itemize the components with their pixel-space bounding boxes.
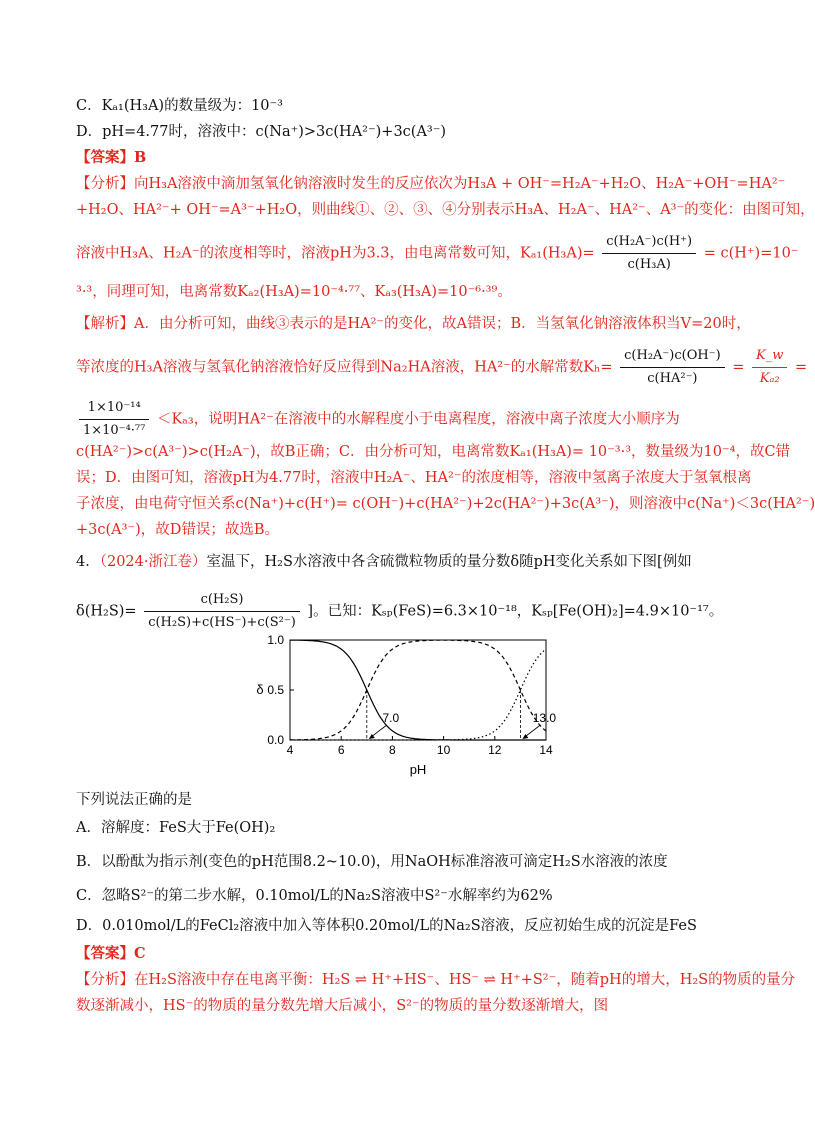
q3-explain-text: ＜Kₐ₃，说明HA²⁻在溶液中的水解程度小于电离程度，溶液中离子浓度大小顺序为: [156, 411, 680, 428]
y-tick-label: 0.0: [267, 733, 284, 747]
q3-explain-line1: 【解析】A．由分析可知，曲线③表示的是HA²⁻的变化，故A错误；B．当氢氧化钠溶液体积当V=20时，: [76, 316, 751, 332]
q4-stem: 室温下，H₂S水溶液中各含硫微粒物质的量分数δ随pH变化关系如下图[例如: [206, 554, 692, 570]
x-tick-label: 8: [389, 743, 396, 757]
q4-delta-denominator: c(H₂S)+c(HS⁻)+c(S²⁻): [148, 615, 296, 630]
q4-option-d: D．0.010mol/L的FeCl₂溶液中加入等体积0.20mol/L的Na₂S溶液，反应初始生成的沉淀是FeS: [76, 918, 697, 934]
speciation-chart: [246, 630, 566, 780]
series-2-line: [290, 640, 546, 740]
x-axis-label: pH: [409, 762, 427, 777]
q4-option-c: C．忽略S²⁻的第二步水解，0.10mol/L的Na₂S溶液中S²⁻水解率约为62%: [76, 888, 553, 904]
q3-kh-numerator: c(H₂A⁻)c(OH⁻): [620, 346, 725, 368]
x-tick-label: 14: [539, 743, 553, 757]
y-tick-label: 0.5: [267, 683, 284, 697]
q4-number: 4．: [76, 554, 100, 570]
q3-kh-fraction: [620, 346, 725, 389]
q3-kw: K_w: [752, 346, 787, 368]
q4-option-a: A．溶解度：FeS大于Fe(OH)₂: [76, 820, 276, 836]
annotation-label: 7.0: [382, 711, 400, 725]
q3-kh-equals: =: [732, 359, 745, 376]
q3-kh-denominator: c(HA²⁻): [647, 371, 698, 386]
q3-kw-fraction: [752, 346, 787, 389]
q3-explain-line7: +3c(A³⁻)，故D错误；故选B。: [76, 522, 280, 538]
q4-source: （2024·浙江卷）: [99, 554, 207, 570]
q3-ka1-fraction: [602, 232, 696, 275]
plot-frame: [290, 640, 546, 740]
x-tick-label: 4: [286, 743, 294, 757]
q3-kh-text: 等浓度的H₃A溶液与氢氧化钠溶液恰好反应得到Na₂HA溶液，HA²⁻的水解常数Kₕ=: [76, 359, 613, 376]
q3-option-d: D．pH=4.77时，溶液中：c(Na⁺)>3c(HA²⁻)+3c(A³⁻): [76, 124, 447, 140]
q3-explain-line2: [76, 346, 807, 389]
q3-analysis-line3: [76, 232, 798, 275]
y-axis-label: δ: [256, 682, 264, 697]
annotation-label: 13.0: [532, 711, 557, 725]
q3-explain-line5: 误；D．由图可知，溶液pH为4.77时，溶液中H₂A⁻、HA²⁻的浓度相等，溶液中氢离子浓度大于氢氧根离: [76, 470, 752, 486]
q4-analysis-line2: 数逐渐减小，HS⁻的物质的量分数先增大后减小，S²⁻的物质的量分数逐渐增大，图: [76, 998, 609, 1014]
q4-stem-line2: [76, 590, 723, 633]
q4-answer: 【答案】C: [76, 945, 146, 962]
q4-delta-fraction: [144, 590, 300, 633]
x-tick-label: 12: [488, 743, 502, 757]
q4-ksp-info: ]。已知：Kₛₚ(FeS)=6.3×10⁻¹⁸，Kₛₚ[Fe(OH)₂]=4.9×10⁻¹⁷。: [307, 603, 724, 620]
q4-delta-numerator: c(H₂S): [144, 590, 300, 612]
q4-delta-lhs: δ(H₂S)=: [76, 603, 137, 620]
q3-analysis-line2: +H₂O、HA²⁻+ OH⁻=A³⁻+H₂O，则曲线①、②、③、④分别表示H₃A、H₂A⁻、HA²⁻、A³⁻的变化：由图可知，: [76, 202, 815, 218]
q3-value-numerator: 1×10⁻¹⁴: [79, 398, 149, 420]
q3-ka1-numerator: c(H₂A⁻)c(H⁺): [602, 232, 696, 254]
q3-value-fraction: [79, 398, 149, 441]
y-tick-label: 1.0: [267, 633, 284, 647]
chart-svg: [246, 630, 566, 780]
q3-ka2: Kₐ₂: [759, 371, 780, 386]
x-tick-label: 10: [436, 743, 451, 757]
q4-stem-line1: [76, 552, 692, 572]
q4-analysis-line1: 【分析】在H₂S溶液中存在电离平衡：H₂S ⇌ H⁺+HS⁻、HS⁻ ⇌ H⁺+S²⁻，随着pH的增大，H₂S的物质的量分: [76, 972, 796, 988]
q3-ka1-denominator: c(H₃A): [627, 257, 671, 272]
q3-explain-line4: c(HA²⁻)>c(A³⁻)>c(H₂A⁻)，故B正确；C．由分析可知，电离常数Kₐ₁(H₃A)= 10⁻³·³，数量级为10⁻⁴，故C错: [76, 444, 791, 460]
q4-prompt: 下列说法正确的是: [76, 792, 192, 808]
q3-analysis-line1: 【分析】向H₃A溶液中滴加氢氧化钠溶液时发生的反应依次为H₃A + OH⁻=H₂A⁻+H₂O、H₂A⁻+OH⁻=HA²⁻: [76, 176, 786, 192]
q3-analysis-text: 溶液中H₃A、H₂A⁻的浓度相等时，溶液pH为3.3，由电离常数可知，Kₐ₁(H₃A)=: [76, 245, 595, 262]
x-tick-label: 6: [337, 743, 345, 757]
series-3-line: [290, 649, 546, 740]
q3-explain-line3: [76, 398, 680, 441]
q3-kh-equals-end: =: [794, 359, 808, 376]
q4-option-b: B．以酚酞为指示剂(变色的pH范围8.2~10.0)，用NaOH标准溶液可滴定H₂S水溶液的浓度: [76, 854, 668, 870]
q3-answer: 【答案】B: [76, 149, 147, 166]
q3-value-denominator: 1×10⁻⁴·⁷⁷: [83, 423, 146, 438]
q3-explain-line6: 子浓度，由电荷守恒关系c(Na⁺)+c(H⁺)= c(OH⁻)+c(HA²⁻)+2c(HA²⁻)+3c(A³⁻)，则溶液中c(Na⁺)＜3c(HA²⁻): [76, 496, 815, 512]
series-1-line: [290, 640, 546, 740]
q3-option-c: C．Kₐ₁(H₃A)的数量级为：10⁻³: [76, 98, 283, 114]
q3-analysis-line4: ³·³，同理可知，电离常数Kₐ₂(H₃A)=10⁻⁴·⁷⁷、Kₐ₃(H₃A)=10⁻⁶·³⁹。: [76, 284, 512, 300]
q3-ka1-result: = c(H⁺)=10⁻: [703, 245, 799, 262]
